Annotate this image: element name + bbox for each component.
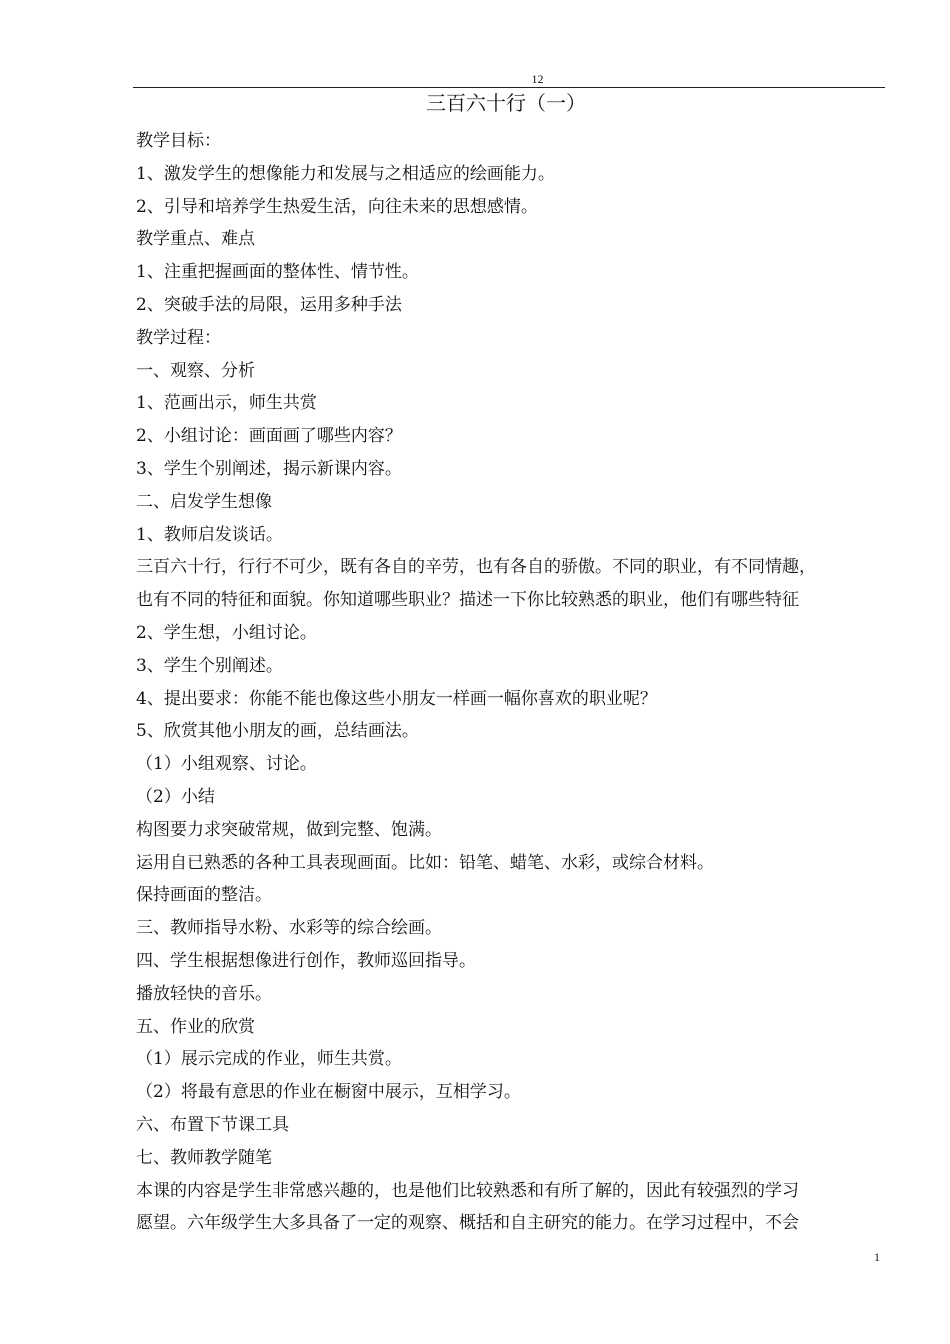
body-line: 教学目标： xyxy=(136,131,221,151)
body-line: 四、学生根据想像进行创作，教师巡回指导。 xyxy=(136,950,476,971)
body-line: 教学过程： xyxy=(136,327,221,348)
body-line: 本课的内容是学生非常感兴趣的，也是他们比较熟悉和有所了解的，因此有较强烈的学习 xyxy=(136,1180,799,1201)
body-line: 2、引导和培养学生热爱生活，向往未来的思想感情。 xyxy=(136,196,538,217)
header-rule xyxy=(133,87,885,88)
body-line: （1）小组观察、讨论。 xyxy=(136,754,317,775)
body-line: 4、提出要求：你能不能也像这些小朋友一样画一幅你喜欢的职业呢？ xyxy=(136,688,657,709)
body-line: 1、注重把握画面的整体性、情节性。 xyxy=(136,262,419,283)
body-line: 运用自已熟悉的各种工具表现画面。比如：铅笔、蜡笔、水彩，或综合材料。 xyxy=(136,852,714,873)
body-line: 2、学生想，小组讨论。 xyxy=(136,622,317,643)
body-line: （2）小结 xyxy=(136,786,215,807)
body-line: 2、小组讨论：画面画了哪些内容？ xyxy=(136,426,402,447)
body-line: 5、欣赏其他小朋友的画，总结画法。 xyxy=(136,721,419,742)
body-line: 教学重点、难点 xyxy=(136,229,255,250)
body-line: 3、学生个别阐述，揭示新课内容。 xyxy=(136,458,402,479)
body-line: 保持画面的整洁。 xyxy=(136,885,272,906)
body-line: 播放轻快的音乐。 xyxy=(136,983,272,1004)
body-line: 3、学生个别阐述。 xyxy=(136,655,283,676)
body-line: 1、激发学生的想像能力和发展与之相适应的绘画能力。 xyxy=(136,163,555,184)
document-title: 三百六十行（一） xyxy=(426,91,586,115)
body-line: 三百六十行，行行不可少，既有各自的辛劳，也有各自的骄傲。不同的职业，有不同情趣， xyxy=(136,557,816,578)
header-page-label: 12 xyxy=(531,72,544,86)
body-line: 1、教师启发谈话。 xyxy=(136,524,283,545)
body-line: 愿望。六年级学生大多具备了一定的观察、概括和自主研究的能力。在学习过程中，不会 xyxy=(136,1213,799,1234)
body-line: 构图要力求突破常规，做到完整、饱满。 xyxy=(136,819,442,840)
body-line: 2、突破手法的局限，运用多种手法 xyxy=(136,294,402,315)
body-line: （1）展示完成的作业，师生共赏。 xyxy=(136,1049,402,1070)
body-line: 六、布置下节课工具 xyxy=(136,1114,289,1135)
document-body xyxy=(136,125,888,1240)
body-line: 1、范画出示，师生共赏 xyxy=(136,393,317,414)
body-line: 三、教师指导水粉、水彩等的综合绘画。 xyxy=(136,918,442,939)
body-line: 也有不同的特征和面貌。你知道哪些职业？描述一下你比较熟悉的职业，他们有哪些特征 xyxy=(136,590,799,611)
body-line: 七、教师教学随笔 xyxy=(136,1147,272,1168)
body-line: 二、启发学生想像 xyxy=(136,491,272,512)
body-line: （2）将最有意思的作业在橱窗中展示，互相学习。 xyxy=(136,1082,521,1103)
body-line: 五、作业的欣赏 xyxy=(136,1016,255,1037)
footer-page-number: 1 xyxy=(874,1250,880,1264)
body-line: 一、观察、分析 xyxy=(136,360,255,381)
